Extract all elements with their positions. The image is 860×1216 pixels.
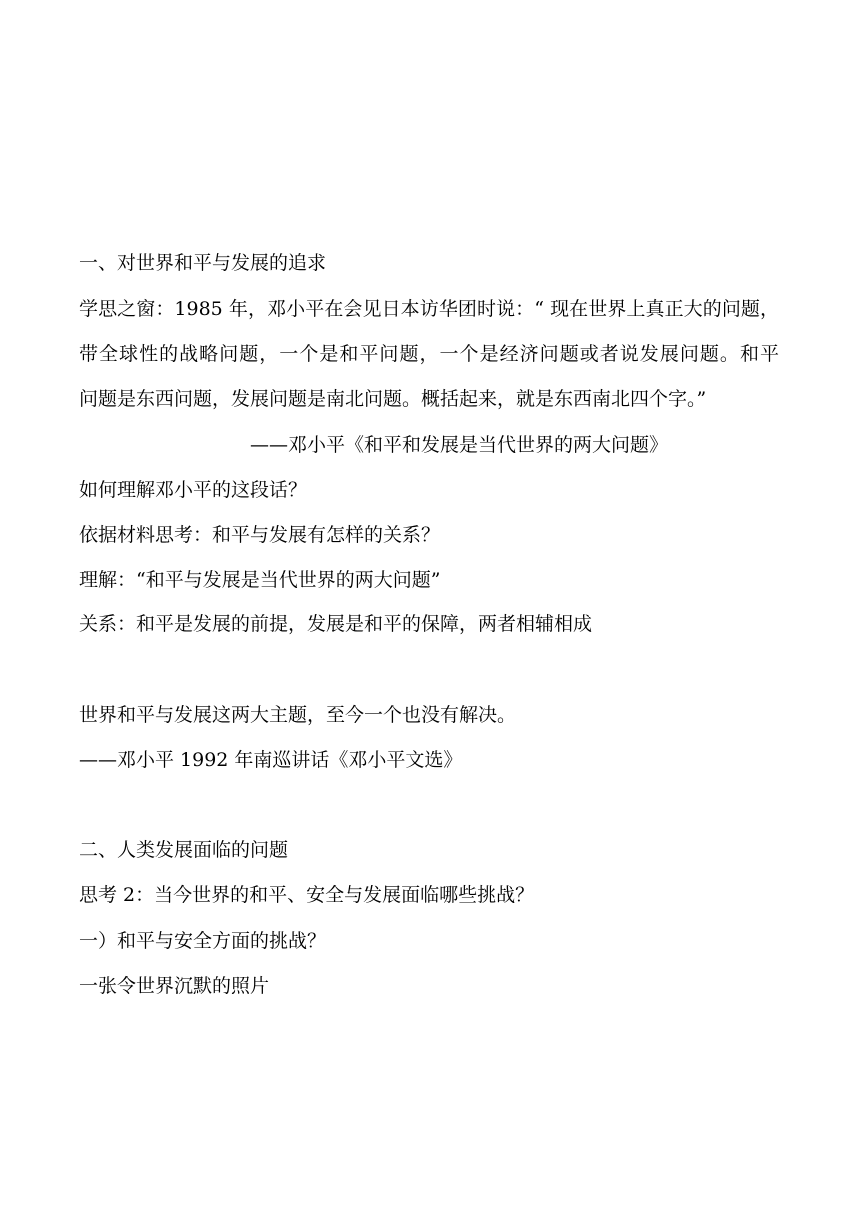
question-1: 如何理解邓小平的这段话？ [79,479,308,501]
quote-attribution: ——邓小平《和平和发展是当代世界的两大问题》 [250,434,669,456]
understanding-text: 理解：“和平与发展是当代世界的两大问题” [79,569,441,591]
quote-2-attribution: ——邓小平 1992 年南巡讲话《邓小平文选》 [79,749,463,771]
subheading-peace-security: 一）和平与安全方面的挑战？ [79,930,327,952]
think-2: 思考 2：当今世界的和平、安全与发展面临哪些挑战？ [79,884,535,906]
section2-heading: 二、人类发展面临的问题 [79,839,289,861]
quote-line-1: 学思之窗：1985 年，邓小平在会见日本访华团时说：“ 现在世界上真正大的问题， [79,298,779,320]
quote-2: 世界和平与发展这两大主题，至今一个也没有解决。 [79,704,517,726]
question-2: 依据材料思考：和平与发展有怎样的关系？ [79,524,441,546]
quote-line-3: 问题是东西问题，发展问题是南北问题。概括起来，就是东西南北四个字。” [79,388,707,410]
photo-caption: 一张令世界沉默的照片 [79,975,270,997]
section1-heading: 一、对世界和平与发展的追求 [79,252,327,274]
quote-line-2: 带全球性的战略问题，一个是和平问题，一个是经济问题或者说发展问题。和平 [79,343,779,365]
relation-text: 关系：和平是发展的前提，发展是和平的保障，两者相辅相成 [79,613,593,635]
